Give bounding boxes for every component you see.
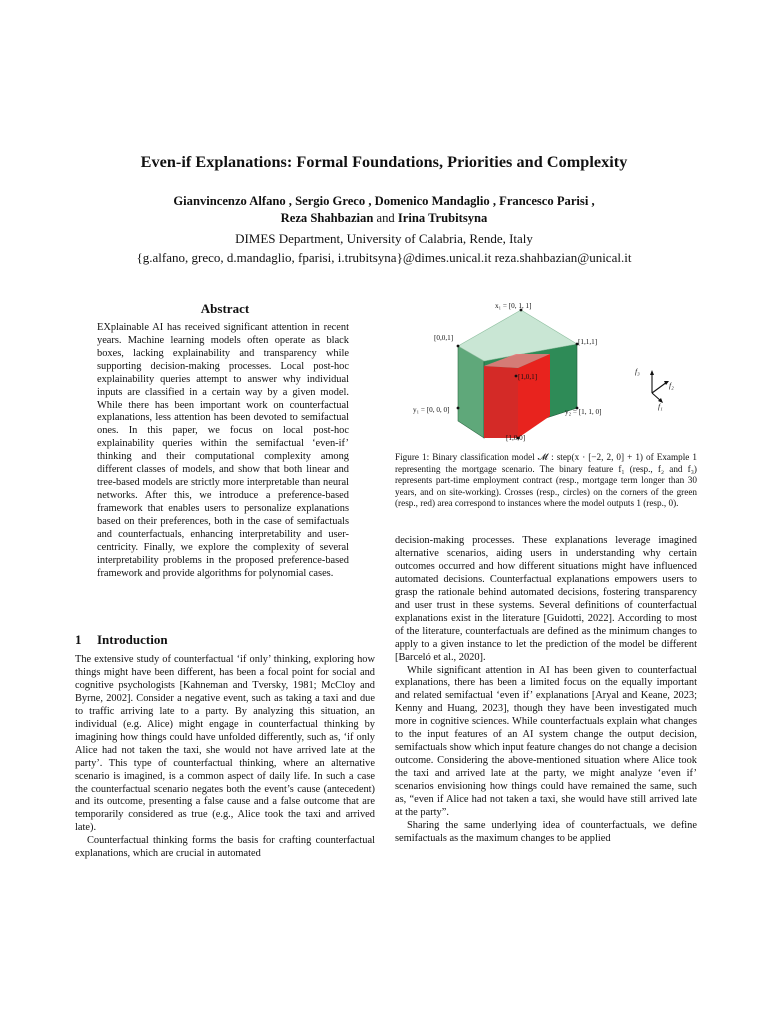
cube-left-face [458, 346, 484, 438]
axis-label-f3: f₃ [635, 367, 640, 376]
section-number: 1 [75, 632, 82, 647]
section-heading-introduction [75, 632, 168, 648]
feature-axes-icon [650, 370, 669, 403]
authors-line-2 [100, 210, 668, 227]
section-title-text: Introduction [97, 632, 168, 647]
abstract-text: EXplainable AI has received significant attention in recent years. Machine learning models often operate as black boxes, lacking explainability and transparency while supporting decision-making processes. Local post-hoc explainability queries attempt to answer why individual inputs are classified in a certain way by a given model. While there has been important work on counterfactual explanations, less attention has been devoted to semifactual ones. In this paper, we focus on local post-hoc explainability queries within the semifactual ‘even-if’ thinking and their computational complexity among different classes of models, and show that both linear and tree-based models are strictly more interpretable than neural networks. After this, we introduce a preference-based framework that enables users to personalize explanations based on their preferences, both in the case of semifactuals and counterfactuals, enhancing interpretability and user-centricity. Finally, we explore the complexity of several interpretability problems in the proposed preference-based framework and provide algorithms for polynomial cases. [97, 322, 349, 579]
label-101: [1,0,1] [518, 373, 538, 381]
intro-paragraph-1: The extensive study of counterfactual ‘if only’ thinking, exploring how things might have been different, has been a focal point for social and cognitive psychologists [Kahneman and Tversky, 1981; McCloy and Byrne, 2002]. Consider a negative event, such as taking a taxi and due to traffic arriving late to a party. By analyzing this situation, an individual (e.g. Alice) might engage in counterfactual thinking by imagining how things could have unfolded differently, such as, ‘if only Alice had not taken the taxi, she would not have arrived late at the party’. This type of counterfactual thinking, where an alternative scenario is imagined, is a common aspect of daily life. In such a case the counterfactual scenario negates both the event’s cause (antecedent) and its outcome, presenting a false cause and a false outcome that are temporarily considered as true (e.g., Alice took the taxi and arrived late). [75, 654, 375, 834]
paper-title: Even-if Explanations: Formal Foundations, Priorities and Complexity [140, 153, 628, 171]
axis-label-f1: f₁ [658, 402, 663, 411]
axis-label-f2: f₂ [669, 381, 674, 390]
red-block-left-face [484, 366, 518, 438]
author-emails: {g.alfano, greco, d.mandaglio, fparisi, i.trubitsyna}@dimes.unical.it reza.shahbazian@unical.it [136, 250, 632, 265]
author-list [100, 193, 668, 227]
right-paragraph-3: Sharing the same underlying idea of counterfactuals, we define semifactuals as the maximum changes to be applied [395, 819, 697, 844]
right-column-body [395, 535, 697, 846]
right-paragraph-2: While significant attention in AI has been given to counterfactual explanations, there has been a limited focus on the equally important and related semifactual ‘even if’ explanations [Aryal and Keane, 2023; Kenny and Huang, 2023], though they have been investigated much more in cognitive sciences. While counterfactuals explain what changes to the input features of an AI system change the output decision, semifactuals show which input feature changes do not change a decision outcome. Considering the above-mentioned situation where Alice took the taxi and arrived late at the party, we might analyze ‘even if’ scenarios envisioning how things could have remained the same, such as, “even if Alice had not taken a taxi, she would have still arrived late at the party”. [395, 664, 697, 819]
affiliation: DIMES Department, University of Calabria, Rende, Italy [235, 231, 533, 246]
label-111: [1,1,1] [578, 338, 598, 346]
figure-1-cube-diagram [395, 298, 697, 448]
introduction-body [75, 654, 375, 861]
author-trubitsyna: Irina Trubitsyna [397, 211, 488, 225]
authors-and: and [376, 211, 395, 225]
vertex-y1 [457, 407, 460, 410]
label-y2: y₂ = [1, 1, 0] [565, 408, 602, 416]
authors-line-1: Gianvincenzo Alfano , Sergio Greco , Domenico Mandaglio , Francesco Parisi , [173, 194, 595, 208]
vertex-001 [457, 345, 460, 348]
label-x1: x₁ = [0, 1, 1] [495, 302, 532, 310]
label-001: [0,0,1] [434, 334, 454, 342]
author-shahbazian: Reza Shahbazian [280, 211, 374, 225]
label-y1: y₁ = [0, 0, 0] [413, 406, 450, 414]
red-block-right-face [518, 354, 550, 438]
right-paragraph-1: decision-making processes. These explanations leverage imagined alternative scenarios, aiding users in understanding why certain outcomes occurred and how different situations might have influenced automated decisions. Counterfactual explanations empowers users to grasp the rationale behind automated decisions, fostering transparency and user trust in these systems. Several definitions of counterfactual explanations exist in the literature [Guidotti, 2022]. According to most of the literature, counterfactuals are defined as the minimum changes to apply to a given instance to let the prediction of the model be different [Barceló et al., 2020]. [395, 535, 697, 663]
figure-1-caption: Figure 1: Binary classification model 𝓜 : step(x · [−2, 2, 0] + 1) of Example 1 representing the mortgage scenario. The binary feature f₁ (resp., f₂ and f₃) represents part-time employment contract (resp., mortgage term longer than 30 years, and on site-working). Crosses (resp., circles) on the corners of the green (resp., red) area correspond to instances where the model outputs 1 (resp., 0). [395, 452, 697, 509]
label-100: [1,0,0] [506, 434, 526, 442]
vertex-101 [515, 375, 518, 378]
intro-paragraph-2: Counterfactual thinking forms the basis for crafting counterfactual explanations, which are crucial in automated [75, 835, 375, 860]
abstract-heading: Abstract [200, 301, 250, 316]
